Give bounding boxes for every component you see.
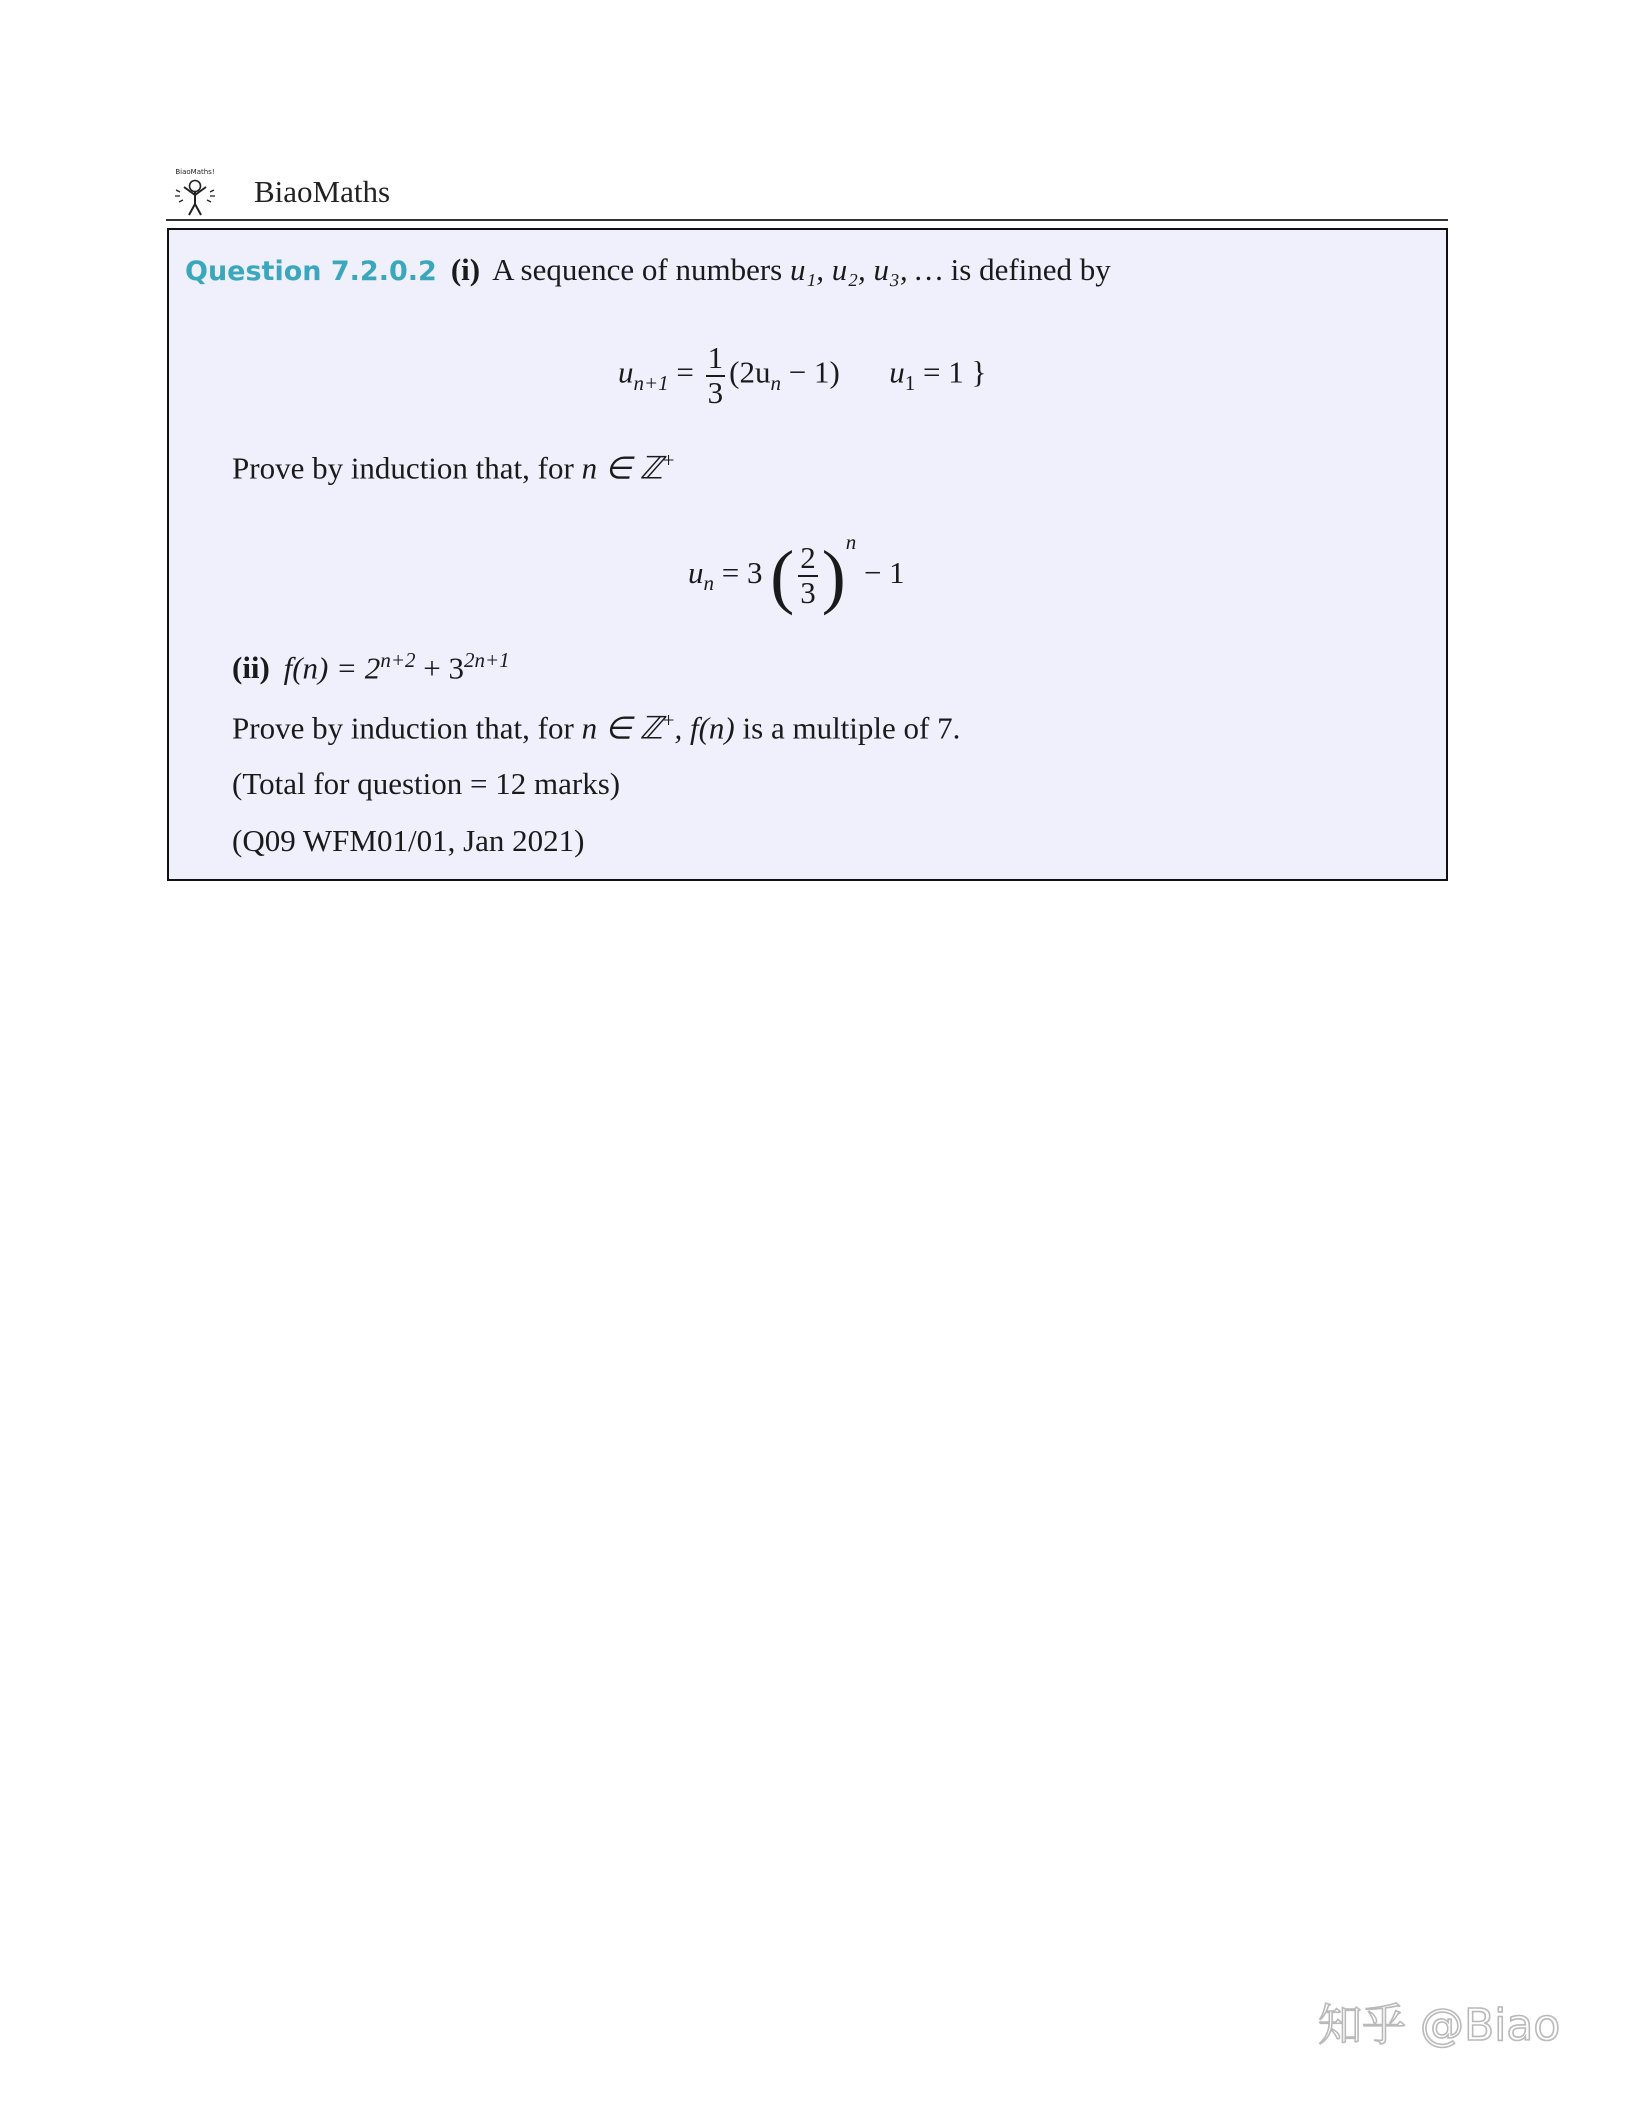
function-exponent-1: n+2 bbox=[380, 648, 416, 672]
part-ii-prove-math: n ∈ ℤ bbox=[581, 710, 663, 746]
part-ii-prove-superscript: + bbox=[662, 708, 675, 732]
function-plus: + 3 bbox=[415, 650, 464, 686]
recurrence-equals: = bbox=[668, 354, 702, 390]
svg-text:BiaoMaths!: BiaoMaths! bbox=[175, 168, 215, 176]
header-divider bbox=[166, 219, 1448, 221]
initial-term: u bbox=[889, 354, 905, 390]
right-paren: ) bbox=[821, 535, 846, 616]
result-end: − 1 bbox=[856, 555, 905, 590]
prove-text: Prove by induction that, for bbox=[232, 450, 574, 486]
recurrence-equation: $u_{n+1}$ = $\frac{1}{3}$ $(2u_n - 1) u_1 = 1$ } bbox=[618, 340, 987, 410]
initial-term-value: = 1 bbox=[915, 354, 964, 390]
question-label: Question 7.2.0.2 bbox=[185, 256, 437, 287]
prove-math: n ∈ ℤ bbox=[581, 450, 663, 486]
result-equation bbox=[688, 530, 905, 616]
part-ii-function-line bbox=[232, 648, 510, 686]
watermark-text: 知乎 @Biao bbox=[1318, 2000, 1561, 2051]
recurrence-rhs-end: − 1) bbox=[780, 354, 840, 390]
question-box bbox=[167, 228, 1448, 881]
fraction-denominator: 3 bbox=[707, 374, 724, 410]
result-lhs-subscript: n bbox=[703, 571, 714, 596]
recurrence-lhs: u bbox=[618, 354, 634, 390]
question-heading-line bbox=[185, 252, 1111, 288]
result-fraction-numerator: 2 bbox=[800, 540, 816, 576]
fraction-numerator: 1 bbox=[707, 340, 724, 375]
part-ii-prove-text: Prove by induction that, for bbox=[232, 710, 574, 746]
function-definition: f(n) = 2 bbox=[283, 650, 381, 686]
total-marks: (Total for question = 12 marks) bbox=[232, 766, 621, 801]
result-fraction-denominator: 3 bbox=[800, 574, 816, 610]
part-i-label: (i) bbox=[450, 252, 481, 287]
site-name: BiaoMaths bbox=[254, 174, 391, 209]
prove-superscript: + bbox=[662, 448, 675, 472]
recurrence-lhs-subscript: n+1 bbox=[633, 370, 669, 395]
page-header bbox=[166, 164, 1448, 220]
result-lhs: u bbox=[688, 555, 704, 590]
result-exponent: n bbox=[845, 530, 857, 554]
part-ii-prove-line bbox=[232, 708, 960, 746]
left-paren: ( bbox=[770, 535, 795, 616]
initial-term-subscript: 1 bbox=[904, 370, 916, 395]
part-ii-prove-rest: is a multiple of 7. bbox=[742, 710, 961, 746]
recurrence-rhs-subscript: n bbox=[770, 370, 781, 395]
biaomaths-logo-icon bbox=[170, 166, 220, 218]
result-equals: = 3 bbox=[714, 555, 763, 590]
recurrence-fraction bbox=[706, 342, 726, 409]
part-i-prove-line bbox=[232, 448, 675, 486]
part-ii-label: (ii) bbox=[232, 650, 270, 686]
part-ii-prove-function: , f(n) bbox=[674, 710, 735, 746]
question-source: (Q09 WFM01/01, Jan 2021) bbox=[232, 823, 585, 858]
zhihu-watermark bbox=[1318, 1996, 1588, 2052]
function-exponent-2: 2n+1 bbox=[463, 648, 510, 672]
result-fraction bbox=[798, 542, 818, 609]
intro-end: is defined by bbox=[950, 252, 1111, 287]
intro-sequence: u₁, u₂, u₃, … bbox=[790, 252, 943, 287]
recurrence-rhs: (2u bbox=[729, 354, 771, 390]
intro-text: A sequence of numbers bbox=[492, 252, 783, 287]
